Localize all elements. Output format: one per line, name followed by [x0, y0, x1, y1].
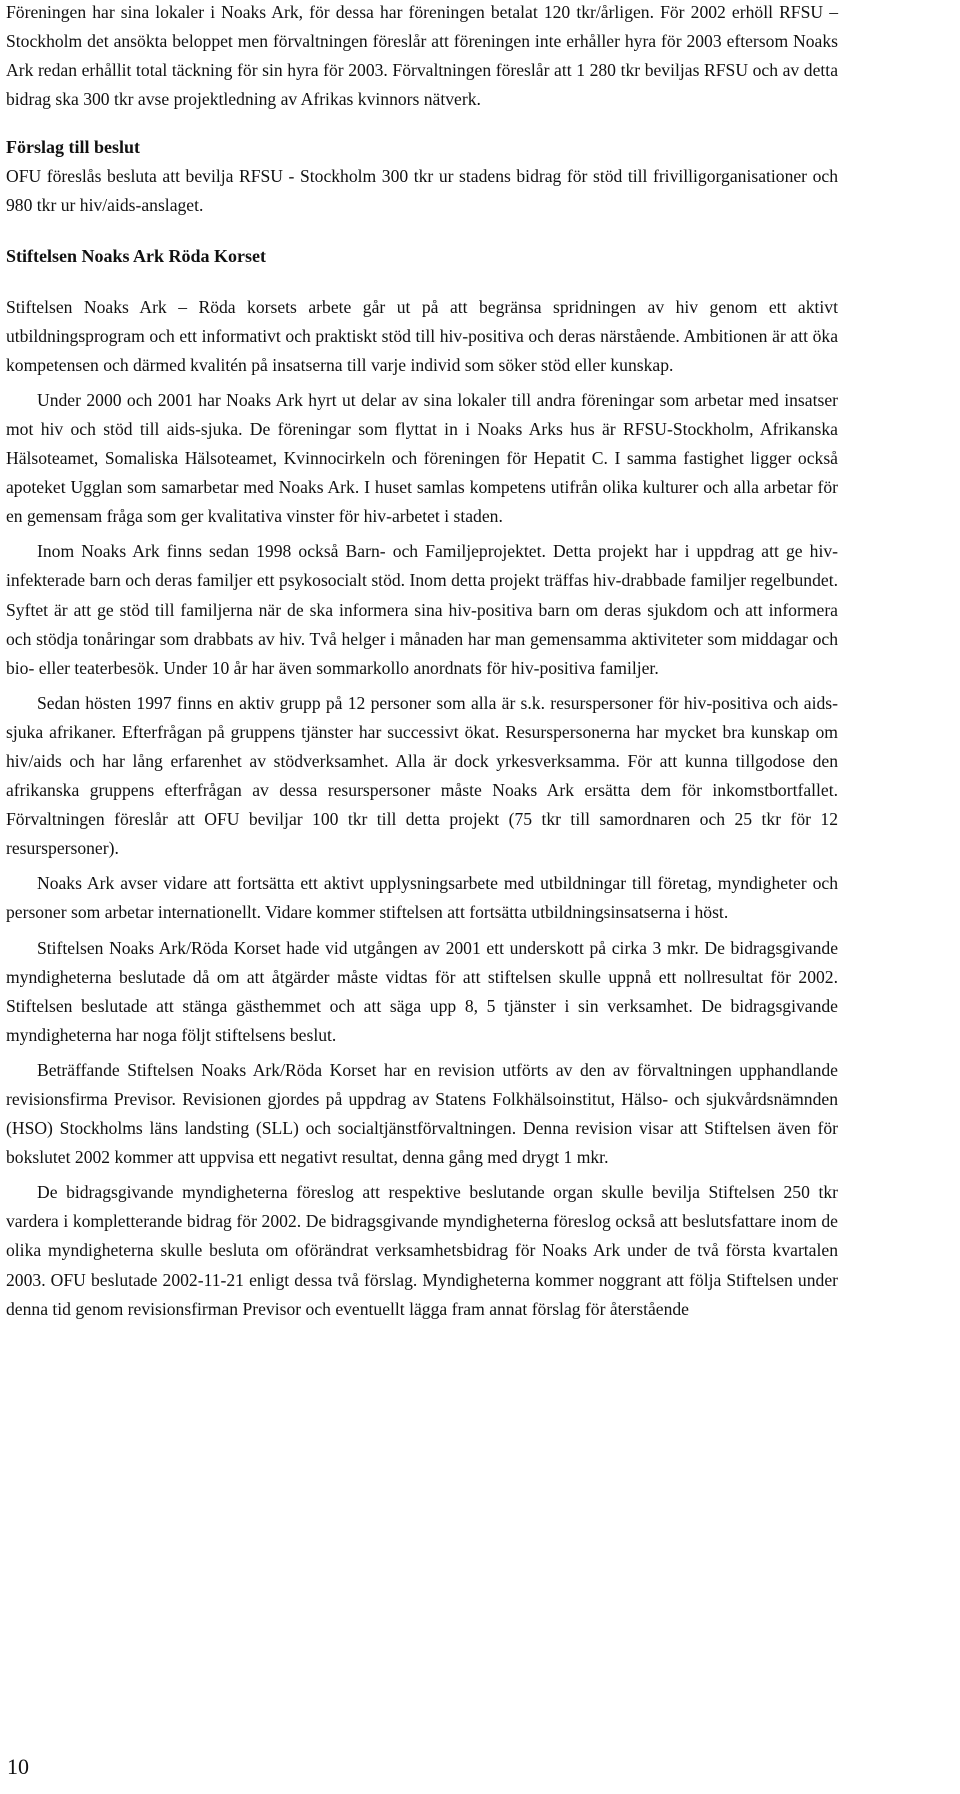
body-paragraph: Stiftelsen Noaks Ark – Röda korsets arbete går ut på att begränsa spridningen av hiv genom ett aktivt utbildningsprogram och ett informativt och praktiskt stöd till hiv-positiva och deras närstående. Ambitionen är att öka kompetensen och därmed kvalitén på insatserna till varje individ som söker stöd eller kunskap. [6, 296, 838, 375]
body-paragraph: Under 2000 och 2001 har Noaks Ark hyrt ut delar av sina lokaler till andra föreningar som arbetar med insatser mot hiv och stöd till aids-sjuka. De föreningar som flyttat in i Noaks Arks hus är RFSU-Stockholm, Afrikanska Hälsoteamet, Somaliska Hälsoteamet, Kvinnocirkeln och föreningen för Hepatit C. I samma fastighet ligger också apoteket Ugglan som samarbetar med Noaks Ark. I huset samlas kompetens utifrån olika kulturer och alla arbetar för en gemensam fråga som ger kvalitativa vinster för hiv-arbetet i staden. [6, 389, 838, 527]
document-page [6, 0, 838, 1324]
body-paragraph: Stiftelsen Noaks Ark/Röda Korset hade vid utgången av 2001 ett underskott på cirka 3 mkr. De bidragsgivande myndigheterna beslutade då om att åtgärder måste vidtas för att stiftelsen skulle uppnå ett nollresultat för 2002. Stiftelsen beslutade att stänga gästhemmet och att säga upp 8, 5 tjänster i sin verksamhet. De bidragsgivande myndigheterna har noga följt stiftelsens beslut. [6, 937, 838, 1045]
body-paragraph: De bidragsgivande myndigheterna föreslog att respektive beslutande organ skulle bevilja Stiftelsen 250 tkr vardera i kompletterande bidrag för 2002. De bidragsgivande myndigheterna föreslog också att beslutsfattare inom de olika myndigheterna skulle besluta om oförändrat verksamhetsbidrag för Noaks Ark under de två första kvartalen 2003. OFU beslutade 2002-11-21 enligt dessa två förslag. Myndigheterna kommer noggrant att följa Stiftelsen under denna tid genom revisionsfirman Previsor och eventuellt lägga fram annat förslag för återstående [6, 1182, 838, 1319]
body-paragraph: Noaks Ark avser vidare att fortsätta ett aktivt upplysningsarbete med utbildningar till företag, myndigheter och personer som arbetar internationellt. Vidare kommer stiftelsen att fortsätta utbildningsinsatserna i höst. [6, 873, 838, 923]
decision-heading: Förslag till beslut [6, 137, 140, 158]
intro-paragraph: Föreningen har sina lokaler i Noaks Ark, för dessa har föreningen betalat 120 tkr/årligen. För 2002 erhöll RFSU – Stockholm det ansökta beloppet men förvaltningen föreslår att föreningen inte erhåller hyra för 2003 eftersom Noaks Ark redan erhållit total täckning för sin hyra för 2003. Förvaltningen föreslår att 1 280 tkr beviljas RFSU och av detta bidrag ska 300 tkr avse projektledning av Afrikas kvinnors nätverk. [6, 2, 838, 110]
page-number: 10 [7, 1754, 29, 1779]
body-paragraph: Sedan hösten 1997 finns en aktiv grupp på 12 personer som alla är s.k. resurspersoner för hiv-positiva och aids-sjuka afrikaner. Efterfrågan på gruppens tjänster har successivt ökat. Resurspersonerna har mycket bra kunskap om hiv/aids och har lång erfarenhet av stödverksamhet. Alla är dock yrkesverksamma. För att kunna tillgodose den afrikanska gruppens efterfrågan av dessa resurspersoner måste Noaks Ark ersätta dem för inkomstbortfallet. Förvaltningen föreslår att OFU beviljar 100 tkr till detta projekt (75 tkr till samordnaren och 25 tkr för 12 resurspersoner). [6, 692, 838, 859]
decision-paragraph: OFU föreslås besluta att bevilja RFSU - Stockholm 300 tkr ur stadens bidrag för stöd till frivilligorganisationer och 980 tkr ur hiv/aids-anslaget. [6, 166, 838, 216]
body-paragraph: Inom Noaks Ark finns sedan 1998 också Barn- och Familjeprojektet. Detta projekt har i uppdrag att ge hiv-infekterade barn och deras familjer ett psykosocialt stöd. Inom detta projekt träffas hiv-drabbade familjer regelbundet. Syftet är att ge stöd till familjerna när de ska informera sina hiv-positiva barn om deras sjukdom och att informera och stödja tonåringar som drabbats av hiv. Två helger i månaden har man gemensamma aktiviteter som middagar och bio- eller teaterbesök. Under 10 år har även sommarkollo anordnats för hiv-positiva familjer. [6, 541, 838, 678]
body-paragraph: Beträffande Stiftelsen Noaks Ark/Röda Korset har en revision utförts av den av förvaltningen upphandlande revisionsfirma Previsor. Revisionen gjordes på uppdrag av Statens Folkhälsoinstitut, Hälso- och sjukvårdsnämnden (HSO) Stockholms läns landsting (SLL) och socialtjänstförvaltningen. Denna revision visar att Stiftelsen även för bokslutet 2002 kommer att uppvisa ett negativt resultat, denna gång med drygt 1 mkr. [6, 1059, 838, 1168]
section-heading: Stiftelsen Noaks Ark Röda Korset [6, 245, 266, 266]
